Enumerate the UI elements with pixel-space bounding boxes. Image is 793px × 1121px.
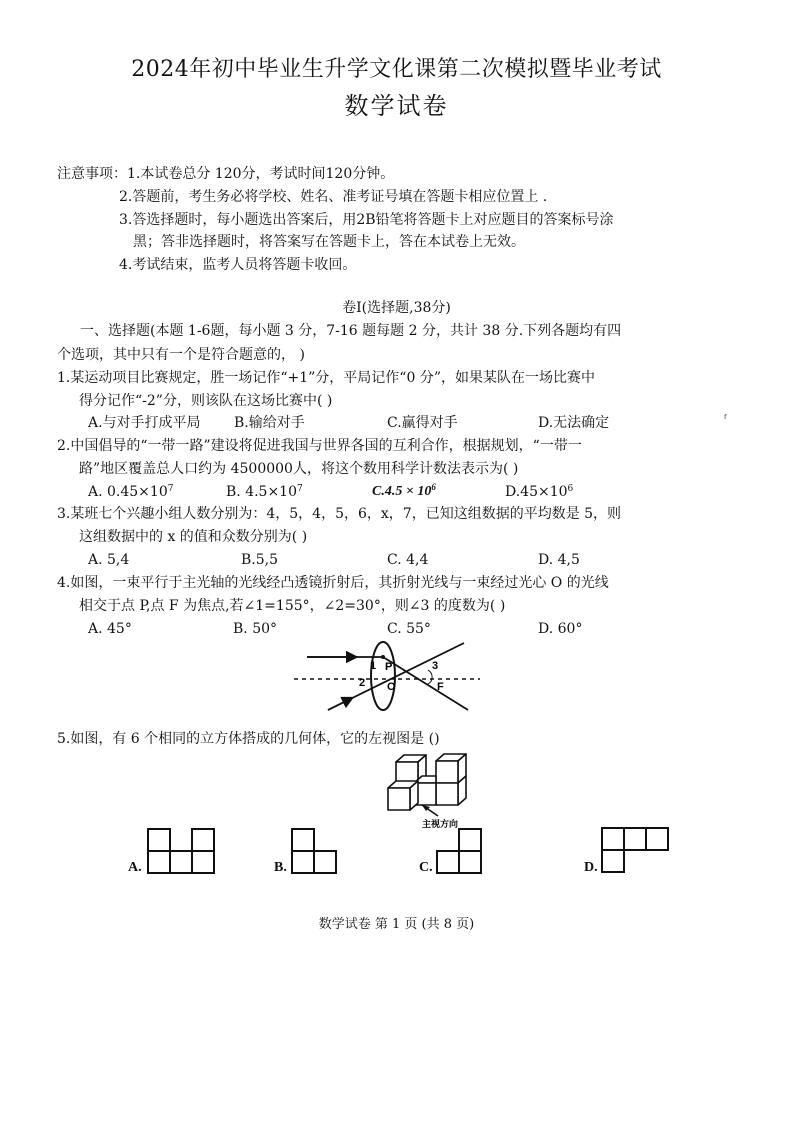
center-ray-arrow: [328, 698, 352, 710]
q1-option-b: B.输给对手: [234, 415, 305, 431]
q5-option-a-view: [146, 827, 216, 877]
exam-subtitle: 数学试卷: [344, 92, 449, 120]
note-3: 3.答选择题时，每小题选出答案后，用2B铅笔将答题卡上对应题目的答案标号涂: [119, 212, 614, 228]
q2-option-a: A. $0.45\times 10^7$: [88, 484, 174, 500]
q4-option-c: C. 55°: [387, 621, 431, 637]
angle-3-label: 3: [432, 660, 439, 672]
q3-line1: 3.某班七个兴趣小组人数分别为：4，5，4，5，6，x，7，已知这组数据的平均数是 5，则: [57, 506, 622, 522]
page-footer: 数学试卷 第 1 页 (共 8 页): [318, 917, 475, 932]
q5-option-c-view: [435, 827, 483, 877]
q2-option-b: B. $4.5\times 10^7$: [226, 484, 303, 500]
q1-option-a: A.与对手打成平局: [88, 415, 201, 431]
note-4: 4.考试结束，监考人员将答题卡收回。: [119, 257, 357, 273]
q4-line2: 相交于点 P,点 F 为焦点,若∠1=155°，∠2=30°，则∠3 的度数为( ): [79, 598, 506, 614]
q5-option-d-view: [600, 826, 670, 876]
note-3-cont: 黑；答非选择题时，将答案写在答题卡上，答在本试卷上无效。: [133, 234, 525, 250]
q5-option-b-label: B.: [274, 860, 287, 875]
q5-line1: 5.如图，有 6 个相同的立方体搭成的几何体，它的左视图是 (): [57, 731, 440, 747]
q3-option-b: B.5,5: [241, 552, 279, 568]
q3-option-c: C. 4,4: [387, 552, 429, 568]
lens-diagram: [292, 636, 482, 716]
section-title: 卷Ⅰ(选择题,38分): [342, 300, 451, 316]
margin-mark: ᶠ: [724, 414, 727, 425]
q4-option-b: B. 50°: [233, 621, 278, 637]
point-f-label: F: [437, 681, 444, 693]
q4-line1: 4.如图，一束平行于主光轴的光线经凸透镜折射后，其折射光线与一束经过光心 O 的光线: [57, 575, 609, 591]
q2-option-c: $C.4.5 \times 10^6$: [372, 482, 436, 499]
q1-option-d: D.无法确定: [538, 415, 610, 431]
q3-option-d: D. 4,5: [538, 552, 580, 568]
q2-line1: 2.中国倡导的“一带一路”建设将促进我国与世界各国的互利合作，根据规划，“一带一: [57, 438, 582, 454]
angle-3-arc: [428, 670, 432, 684]
q2-line2: 路”地区覆盖总人口约为 4500000人，将这个数用科学计数法表示为( ): [79, 461, 519, 477]
q5-option-b-view: [290, 827, 338, 877]
q5-option-d-label: D.: [584, 860, 598, 875]
angle-1-label: 1: [370, 660, 377, 672]
q5-option-a-label: A.: [128, 860, 142, 875]
q3-line2: 这组数据中的 x 的值和众数分别为( ): [79, 529, 308, 545]
q1-line2: 得分记作“-2”分，则该队在这场比赛中( ): [79, 393, 333, 409]
view-direction-label: 主视方向: [422, 819, 459, 829]
refracted-ray: [383, 657, 468, 710]
angle-2-label: 2: [359, 677, 366, 689]
convex-lens: [371, 642, 395, 710]
q3-option-a: A. 5,4: [88, 552, 130, 568]
exam-title: 2024年初中毕业生升学文化课第二次模拟暨毕业考试: [131, 57, 662, 82]
note-2: 2.答题前，考生务必将学校、姓名、准考证号填在答题卡相应位置上 .: [119, 189, 548, 205]
cube-solid-figure: [380, 752, 500, 830]
q1-option-c: C.赢得对手: [387, 415, 458, 431]
refraction-point: [381, 655, 385, 659]
q4-option-a: A. 45°: [88, 621, 132, 637]
note-1: 注意事项：1.本试卷总分 120分，考试时间120分钟。: [57, 166, 395, 182]
q4-option-d: D. 60°: [538, 621, 583, 637]
q1-line1: 1.某运动项目比赛规定，胜一场记作“+1”分，平局记作“0 分”，如果某队在一场比赛中: [57, 370, 595, 386]
q5-option-c-label: C.: [419, 860, 433, 875]
q2-option-d: $D.45\times 10^6$: [505, 484, 574, 500]
point-p-label: P: [385, 661, 393, 673]
point-o-label: O: [387, 681, 396, 693]
section-intro-line1: 一、选择题(本题 1-6题，每小题 3 分，7-16 题每题 2 分，共计 38 分.下列各题均有四: [80, 323, 622, 339]
section-intro-line2: 个选项，其中只有一个是符合题意的， ): [57, 347, 305, 363]
